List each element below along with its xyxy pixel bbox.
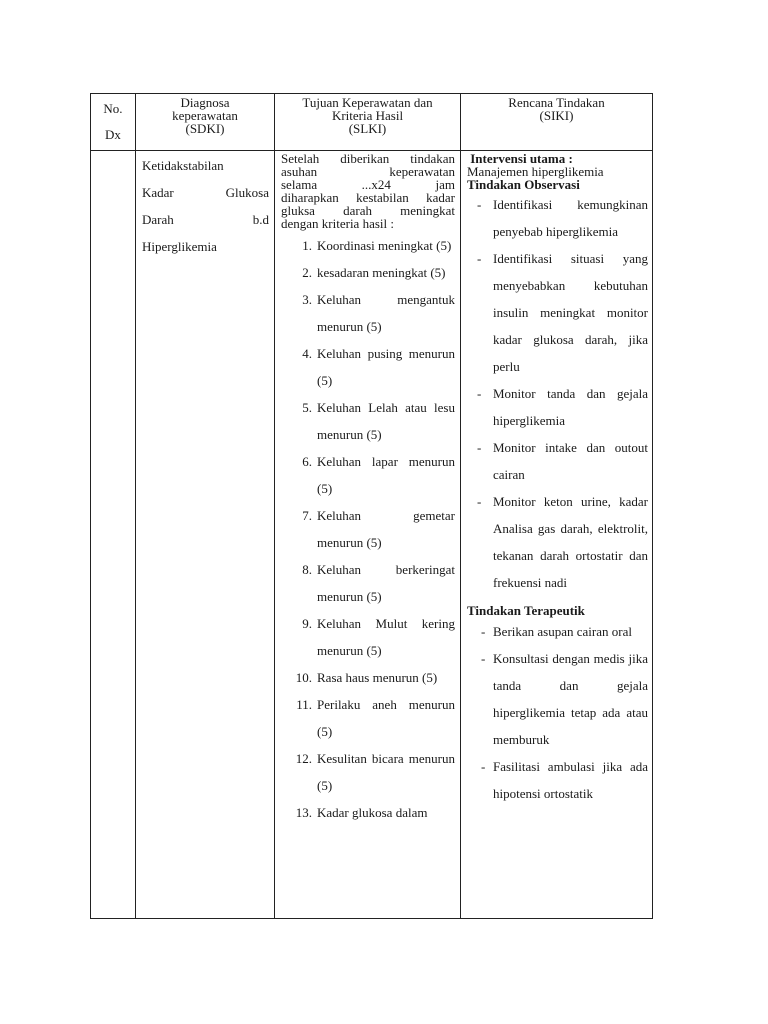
criteria-number: 12. xyxy=(295,751,312,766)
nursing-care-plan-table xyxy=(90,93,653,919)
observasi-text: Monitor keton urine, kadar Analisa gas darah, elektrolit, tekanan darah ortostatir dan frekuensi nadi xyxy=(493,494,648,590)
criteria-text: kesadaran meningkat (5) xyxy=(317,265,446,280)
terapeutik-item xyxy=(467,645,648,753)
dash-bullet: - xyxy=(477,251,482,266)
criteria-item xyxy=(281,691,455,745)
header-diagnosa-line: (SDKI) xyxy=(185,121,225,136)
diagnosis-line: Darah b.d xyxy=(142,212,269,227)
criteria-item xyxy=(281,286,455,340)
header-no-dx xyxy=(91,94,136,151)
criteria-number: 3. xyxy=(302,292,312,307)
slki-intro-line: Setelah diberikan tindakan xyxy=(281,151,455,166)
slki-intro-line: asuhan keperawatan xyxy=(281,164,455,179)
diagnosis-line: Kadar Glukosa xyxy=(142,185,269,200)
header-tujuan-line: (SLKI) xyxy=(348,121,387,136)
dash-bullet: - xyxy=(477,386,482,401)
criteria-text: Keluhan lapar menurun (5) xyxy=(317,454,455,496)
criteria-number: 11. xyxy=(296,697,312,712)
observasi-text: Identifikasi situasi yang menyebabkan kebutuhan insulin meningkat monitor kadar glukosa darah, jika perlu xyxy=(493,251,648,374)
criteria-item xyxy=(281,340,455,394)
terapeutik-list xyxy=(467,618,648,807)
terapeutik-item xyxy=(467,618,648,645)
slki-intro-line: dengan kriteria hasil : xyxy=(281,216,394,231)
dash-bullet: - xyxy=(477,197,482,212)
terapeutik-text: Berikan asupan cairan oral xyxy=(493,624,632,639)
criteria-number: 10. xyxy=(295,670,312,685)
criteria-item xyxy=(281,799,455,826)
criteria-number: 4. xyxy=(302,346,312,361)
criteria-number: 2. xyxy=(302,265,312,280)
header-row xyxy=(91,94,653,151)
main-intervention-value: Manajemen hiperglikemia xyxy=(467,164,604,179)
criteria-item xyxy=(281,394,455,448)
criteria-text: Keluhan berkeringat menurun (5) xyxy=(317,562,455,604)
header-rencana-line: Rencana Tindakan xyxy=(508,95,605,110)
terapeutik-text: Fasilitasi ambulasi jika ada hipotensi ortostatik xyxy=(493,759,648,801)
criteria-item xyxy=(281,745,455,799)
criteria-list xyxy=(281,232,455,826)
slki-intro-line: selama ...x24 jam xyxy=(281,177,455,192)
criteria-number: 5. xyxy=(302,400,312,415)
criteria-number: 7. xyxy=(302,508,312,523)
criteria-item xyxy=(281,502,455,556)
header-diagnosa-line: keperawatan xyxy=(172,108,238,123)
criteria-text: Perilaku aneh menurun (5) xyxy=(317,697,455,739)
criteria-number: 1. xyxy=(302,238,312,253)
observasi-item xyxy=(467,380,648,434)
diagnosis-cell xyxy=(136,151,275,919)
criteria-text: Kesulitan bicara menurun (5) xyxy=(317,751,455,793)
header-tujuan-line: Kriteria Hasil xyxy=(331,108,404,123)
header-no-label: No. xyxy=(103,101,123,116)
criteria-number: 9. xyxy=(302,616,312,631)
criteria-item xyxy=(281,259,455,286)
criteria-item xyxy=(281,448,455,502)
criteria-item xyxy=(281,664,455,691)
observasi-text: Monitor tanda dan gejala hiperglikemia xyxy=(493,386,648,428)
slki-intro-line: gluksa darah meningkat xyxy=(281,203,455,218)
slki-intro xyxy=(281,152,455,230)
criteria-text: Keluhan Mulut kering menurun (5) xyxy=(317,616,455,658)
observasi-text: Identifikasi kemungkinan penyebab hiperglikemia xyxy=(493,197,648,239)
criteria-number: 13. xyxy=(295,805,312,820)
main-intervention-label-text: Intervensi utama : xyxy=(470,151,573,166)
criteria-text: Keluhan pusing menurun (5) xyxy=(317,346,455,388)
diagnosis-line: Ketidakstabilan xyxy=(142,158,224,173)
observasi-title: Tindakan Observasi xyxy=(467,177,580,192)
observasi-item xyxy=(467,191,648,245)
criteria-text: Koordinasi meningkat (5) xyxy=(317,238,452,253)
dash-bullet: - xyxy=(477,440,482,455)
criteria-number: 6. xyxy=(302,454,312,469)
criteria-text: Kadar glukosa dalam xyxy=(317,805,428,820)
header-diagnosa-line: Diagnosa xyxy=(180,95,230,110)
dash-bullet: - xyxy=(477,494,482,509)
dash-bullet: - xyxy=(481,759,486,774)
observasi-item xyxy=(467,245,648,380)
criteria-item xyxy=(281,556,455,610)
criteria-item xyxy=(281,610,455,664)
dash-bullet: - xyxy=(481,651,486,666)
header-rencana xyxy=(461,94,653,151)
slki-cell xyxy=(275,151,461,919)
observasi-list xyxy=(467,191,648,596)
criteria-text: Rasa haus menurun (5) xyxy=(317,670,438,685)
observasi-text: Monitor intake dan outout cairan xyxy=(493,440,648,482)
header-dx-label: Dx xyxy=(105,127,121,142)
no-dx-cell xyxy=(91,151,136,919)
criteria-text: Keluhan gemetar menurun (5) xyxy=(317,508,455,550)
header-tujuan-line: Tujuan Keperawatan dan xyxy=(302,95,433,110)
siki-cell xyxy=(461,151,653,919)
terapeutik-text: Konsultasi dengan medis jika tanda dan gejala hiperglikemia tetap ada atau memburuk xyxy=(493,651,648,747)
criteria-text: Keluhan Lelah atau lesu menurun (5) xyxy=(317,400,455,442)
dash-bullet: - xyxy=(481,624,486,639)
header-tujuan xyxy=(275,94,461,151)
header-diagnosa xyxy=(136,94,275,151)
slki-intro-line: diharapkan kestabilan kadar xyxy=(281,190,455,205)
criteria-text: Keluhan mengantuk menurun (5) xyxy=(317,292,455,334)
diagnosis-line: Hiperglikemia xyxy=(142,239,217,254)
header-rencana-line: (SIKI) xyxy=(539,108,574,123)
observasi-item xyxy=(467,488,648,596)
criteria-item xyxy=(281,232,455,259)
terapeutik-title: Tindakan Terapeutik xyxy=(467,603,585,618)
body-row xyxy=(91,151,653,919)
criteria-number: 8. xyxy=(302,562,312,577)
observasi-item xyxy=(467,434,648,488)
terapeutik-item xyxy=(467,753,648,807)
